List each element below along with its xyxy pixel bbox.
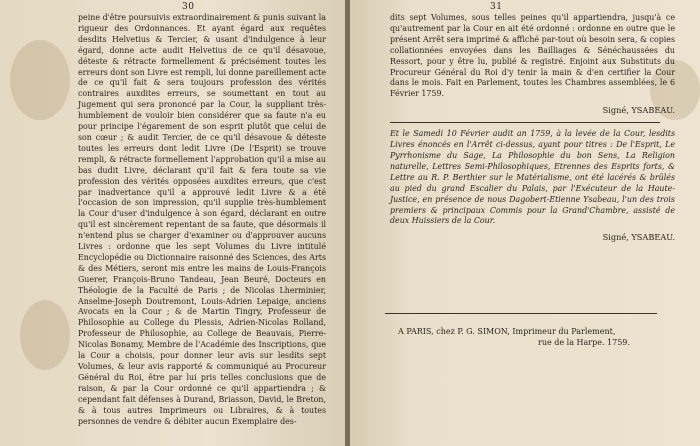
right-page: [350, 0, 700, 446]
right-page-paragraph: dits sept Volumes, sous telles peines qu'il appartiendra, jusqu'à ce qu'autrement par la Cour en ait été ordonné : ordonne en outre que le présent Arrêt sera imprimé & affiché par-tout où besoin sera, & copies collationnées envoyées dans les Bailliages & Sénéchaussées du Ressort, pour y être lu, publié & registré. Enjoint aux Substituts du Procureur Général du Roi d'y tenir la main & d'en certifier la Cour dans le mois. Fait en Parlement, toutes les Chambres assemblées, le 6 Février 1759.: [390, 13, 675, 99]
printer-imprint: [398, 327, 688, 348]
left-page: [0, 0, 347, 446]
paper-stain: [10, 40, 70, 120]
imprint-line-1: A PARIS, chez P. G. SIMON, Imprimeur du Parlement,: [398, 327, 616, 336]
signature-ysabeau: Signé, YSABEAU.: [602, 105, 675, 116]
page-number-right: 31: [490, 2, 503, 12]
left-page-paragraph: peine d'être poursuivis extraordinairement & punis suivant la rigueur des Ordonnances. Et ayant égard aux requêtes desdits Helvetius & Tercier, & usant d'indulgence à leur égard, donne acte audit Helvetius de ce qu'il désavoue, déteste & rétracte formellement & précisément toutes les erreurs dont son Livre est rempli, lui donne pareillement acte de ce qu'il fait & sera toujours profession des vérités contraires auxdites erreurs, se soumettant en tout au Jugement qui sera prononcé par la Cour, la suppliant très-humblement de vouloir bien considérer que sa faute n'a eu pour principe l'égarement de son esprit plutôt que celui de son cœur ; & audit Tercier, de ce qu'il désavoue & déteste toutes les erreurs dont ledit Livre (De l'Esprit) se trouve rempli, & rétracte formellement l'approbation qu'il a mise au bas dudit Livre, déclarant qu'il fait & fera toute sa vie profession des vérités opposées auxdites erreurs, que c'est par inadvertance qu'il a approuvé ledit Livre & a été l'occasion de son impression, qu'il supplie très-humblement la Cour d'user d'indulgence à son égard, déclarant en outre qu'il est sincèrement repentant de sa faute, que désormais il n'entend plus se charger d'examiner ou d'approuver aucuns Livres : ordonne que les sept Volumes du Livre intitulé Encyclopédie ou Dictionnaire raisonné des Sciences, des Arts & des Métiers, seront mis entre les mains de Louis-François Guerer, François-Bruno Tandeau, Jean Beuré, Docteurs en Théologie de la Faculté de Paris ; de Nicolas Lherminier, Anselme-Joseph Doutremont, Louis-Adrien Lepaige, anciens Avocats en la Cour ; & de Martin Tingry, Professeur de Philosophie au College du Plessis, Adrien-Nicolas Rolland, Professeur de Philosophie, au College de Beauvais, Pierre-Nicolas Bonamy, Membre de l'Académie des Inscriptions, que la Cour a choisis, pour donner leur avis sur lesdits sept Volumes, & leur avis rapporté & communiqué au Procureur Général du Roi, être par lui pris telles conclusions que de raison, & par la Cour ordonné ce qu'il appartiendra ; & cependant fait défenses à Durand, Briasson, David, le Breton, & à tous autres Imprimeurs ou Libraires, & à toutes personnes de vendre & débiter aucun Exemplaire des-: [78, 13, 326, 426]
right-page-body-text: [390, 13, 675, 243]
imprint-line-2: rue de la Harpe. 1759.: [538, 337, 630, 347]
paper-stain: [20, 300, 70, 370]
page-number-left: 30: [182, 2, 195, 12]
signature-ysabeau-2: Signé, YSABEAU.: [602, 232, 675, 243]
left-page-body-text: [78, 13, 326, 427]
execution-note: Et le Samedi 10 Février audit an 1759, à la levée de la Cour, lesdits Livres énoncés en l'Arrêt ci-dessus, ayant pour titres : De l'Esprit, Le Pyrrhonisme du Sage, La Philosophie du bon Sens, La Religion naturelle, Lettres Semi-Philosophiques, Etrennes des Esprits forts, & Lettre au R. P. Berthier sur le Matérialisme, ont été lacérés & brûlés au pied du grand Escalier du Palais, par l'Exécuteur de la Haute-Justice, en présence de nous Dagobert-Etienne Ysabeau, l'un des trois premiers & principaux Commis pour la Grand'Chambre, assisté de deux Huissiers de la Cour.: [390, 129, 675, 226]
imprint-top-rule: [385, 313, 657, 314]
divider-rule: [390, 122, 660, 123]
